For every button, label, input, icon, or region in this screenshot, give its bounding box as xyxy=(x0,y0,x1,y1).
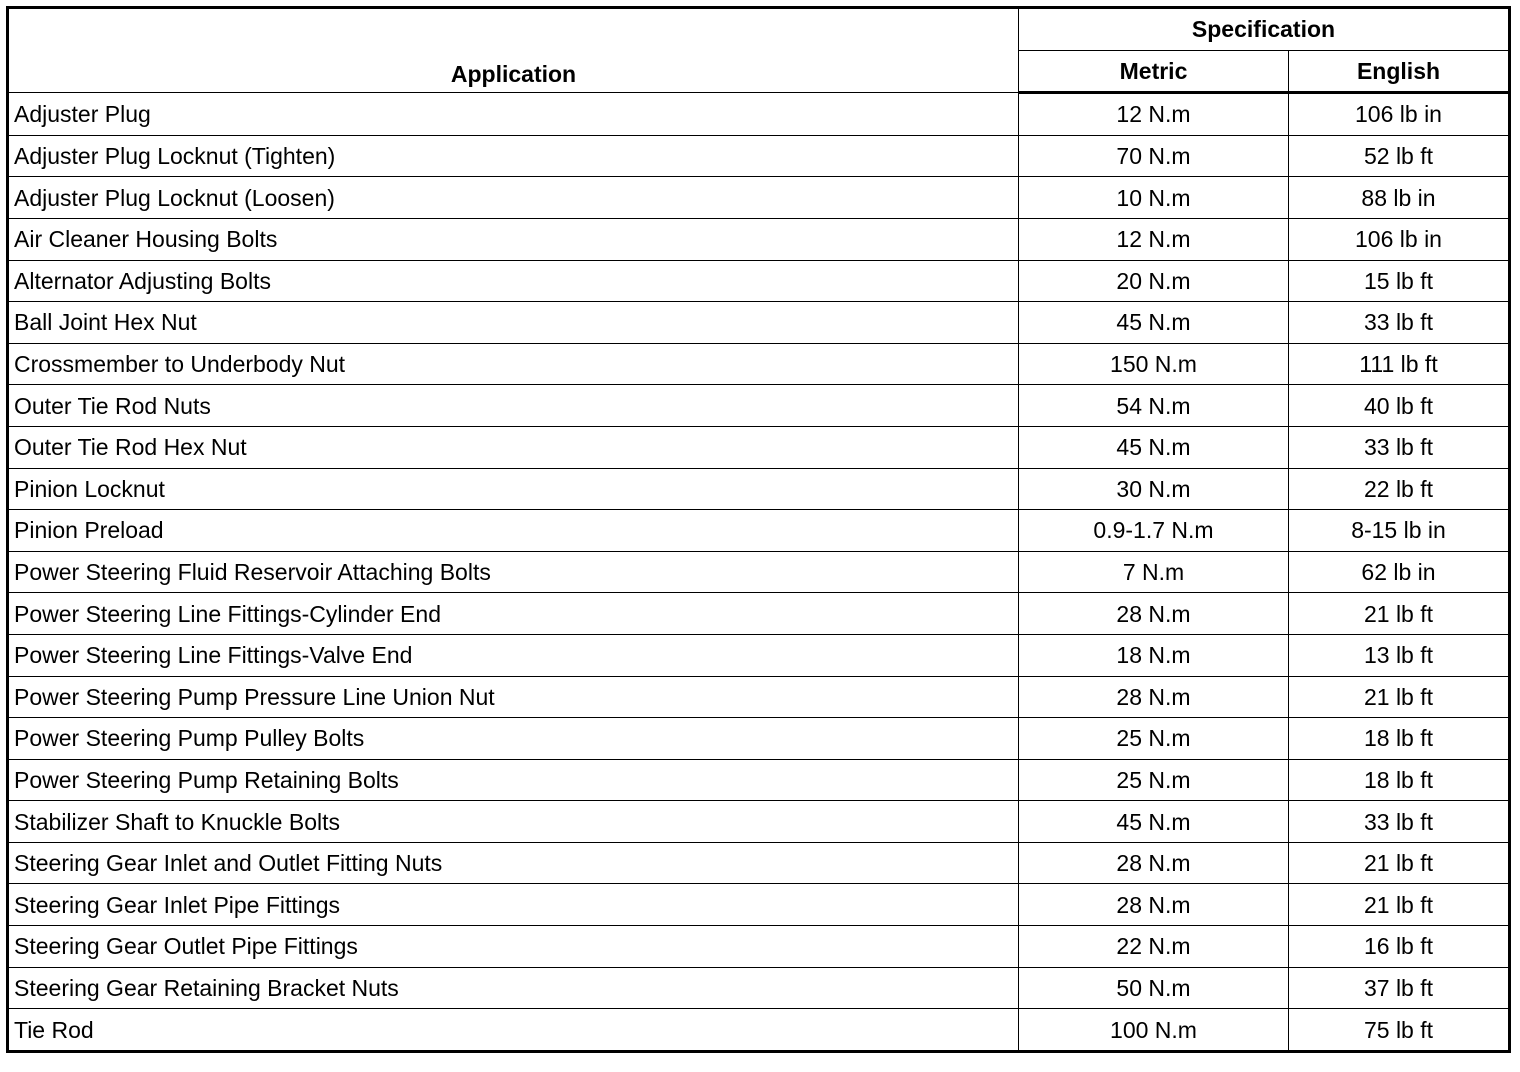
metric-column-header: Metric xyxy=(1019,50,1289,93)
table-header xyxy=(8,8,1510,93)
english-cell: 21 lb ft xyxy=(1289,884,1510,926)
application-cell: Ball Joint Hex Nut xyxy=(8,302,1019,344)
english-cell: 18 lb ft xyxy=(1289,718,1510,760)
english-cell: 21 lb ft xyxy=(1289,842,1510,884)
english-cell: 37 lb ft xyxy=(1289,967,1510,1009)
metric-cell: 0.9-1.7 N.m xyxy=(1019,510,1289,552)
english-cell: 33 lb ft xyxy=(1289,302,1510,344)
metric-cell: 7 N.m xyxy=(1019,551,1289,593)
application-cell: Steering Gear Inlet and Outlet Fitting Nuts xyxy=(8,842,1019,884)
metric-cell: 25 N.m xyxy=(1019,718,1289,760)
table-row xyxy=(8,510,1510,552)
english-cell: 62 lb in xyxy=(1289,551,1510,593)
english-cell: 8-15 lb in xyxy=(1289,510,1510,552)
english-cell: 16 lb ft xyxy=(1289,926,1510,968)
application-cell: Outer Tie Rod Nuts xyxy=(8,385,1019,427)
metric-cell: 30 N.m xyxy=(1019,468,1289,510)
metric-cell: 22 N.m xyxy=(1019,926,1289,968)
metric-cell: 28 N.m xyxy=(1019,593,1289,635)
table-row xyxy=(8,468,1510,510)
metric-cell: 45 N.m xyxy=(1019,426,1289,468)
metric-cell: 20 N.m xyxy=(1019,260,1289,302)
english-cell: 75 lb ft xyxy=(1289,1009,1510,1052)
application-cell: Steering Gear Outlet Pipe Fittings xyxy=(8,926,1019,968)
table-row xyxy=(8,967,1510,1009)
metric-cell: 28 N.m xyxy=(1019,884,1289,926)
table-row xyxy=(8,385,1510,427)
metric-cell: 100 N.m xyxy=(1019,1009,1289,1052)
english-cell: 106 lb in xyxy=(1289,93,1510,136)
application-cell: Crossmember to Underbody Nut xyxy=(8,343,1019,385)
table-row xyxy=(8,551,1510,593)
table-row xyxy=(8,177,1510,219)
table-row xyxy=(8,884,1510,926)
table-row xyxy=(8,676,1510,718)
metric-cell: 12 N.m xyxy=(1019,218,1289,260)
application-cell: Power Steering Line Fittings-Valve End xyxy=(8,634,1019,676)
metric-cell: 50 N.m xyxy=(1019,967,1289,1009)
table-row xyxy=(8,842,1510,884)
table-body xyxy=(8,93,1510,1052)
application-cell: Steering Gear Retaining Bracket Nuts xyxy=(8,967,1019,1009)
table-row xyxy=(8,593,1510,635)
english-cell: 22 lb ft xyxy=(1289,468,1510,510)
metric-cell: 70 N.m xyxy=(1019,135,1289,177)
header-row-top xyxy=(8,8,1510,51)
table-row xyxy=(8,218,1510,260)
table-row xyxy=(8,93,1510,136)
table-row xyxy=(8,718,1510,760)
english-cell: 52 lb ft xyxy=(1289,135,1510,177)
metric-cell: 45 N.m xyxy=(1019,801,1289,843)
application-cell: Air Cleaner Housing Bolts xyxy=(8,218,1019,260)
metric-cell: 45 N.m xyxy=(1019,302,1289,344)
table-row xyxy=(8,343,1510,385)
application-cell: Steering Gear Inlet Pipe Fittings xyxy=(8,884,1019,926)
english-column-header: English xyxy=(1289,50,1510,93)
application-cell: Pinion Locknut xyxy=(8,468,1019,510)
application-cell: Alternator Adjusting Bolts xyxy=(8,260,1019,302)
application-cell: Adjuster Plug Locknut (Loosen) xyxy=(8,177,1019,219)
specification-column-header: Specification xyxy=(1019,8,1510,51)
english-cell: 111 lb ft xyxy=(1289,343,1510,385)
table-row xyxy=(8,801,1510,843)
table-row xyxy=(8,926,1510,968)
metric-cell: 150 N.m xyxy=(1019,343,1289,385)
application-cell: Outer Tie Rod Hex Nut xyxy=(8,426,1019,468)
metric-cell: 28 N.m xyxy=(1019,676,1289,718)
metric-cell: 18 N.m xyxy=(1019,634,1289,676)
table-row xyxy=(8,1009,1510,1052)
application-cell: Power Steering Pump Retaining Bolts xyxy=(8,759,1019,801)
metric-cell: 54 N.m xyxy=(1019,385,1289,427)
application-column-header: Application xyxy=(8,8,1019,93)
fastener-torque-spec-table xyxy=(6,6,1511,1053)
table-row xyxy=(8,135,1510,177)
english-cell: 21 lb ft xyxy=(1289,676,1510,718)
metric-cell: 28 N.m xyxy=(1019,842,1289,884)
english-cell: 106 lb in xyxy=(1289,218,1510,260)
metric-cell: 12 N.m xyxy=(1019,93,1289,136)
application-cell: Adjuster Plug Locknut (Tighten) xyxy=(8,135,1019,177)
application-cell: Power Steering Pump Pulley Bolts xyxy=(8,718,1019,760)
english-cell: 21 lb ft xyxy=(1289,593,1510,635)
table-row xyxy=(8,634,1510,676)
english-cell: 33 lb ft xyxy=(1289,426,1510,468)
english-cell: 15 lb ft xyxy=(1289,260,1510,302)
application-cell: Power Steering Pump Pressure Line Union Nut xyxy=(8,676,1019,718)
application-cell: Power Steering Fluid Reservoir Attaching Bolts xyxy=(8,551,1019,593)
metric-cell: 25 N.m xyxy=(1019,759,1289,801)
application-cell: Adjuster Plug xyxy=(8,93,1019,136)
english-cell: 88 lb in xyxy=(1289,177,1510,219)
metric-cell: 10 N.m xyxy=(1019,177,1289,219)
application-cell: Tie Rod xyxy=(8,1009,1019,1052)
english-cell: 13 lb ft xyxy=(1289,634,1510,676)
table-row xyxy=(8,759,1510,801)
english-cell: 18 lb ft xyxy=(1289,759,1510,801)
table-row xyxy=(8,260,1510,302)
application-cell: Power Steering Line Fittings-Cylinder End xyxy=(8,593,1019,635)
application-cell: Pinion Preload xyxy=(8,510,1019,552)
application-cell: Stabilizer Shaft to Knuckle Bolts xyxy=(8,801,1019,843)
table-row xyxy=(8,302,1510,344)
table-row xyxy=(8,426,1510,468)
english-cell: 33 lb ft xyxy=(1289,801,1510,843)
english-cell: 40 lb ft xyxy=(1289,385,1510,427)
